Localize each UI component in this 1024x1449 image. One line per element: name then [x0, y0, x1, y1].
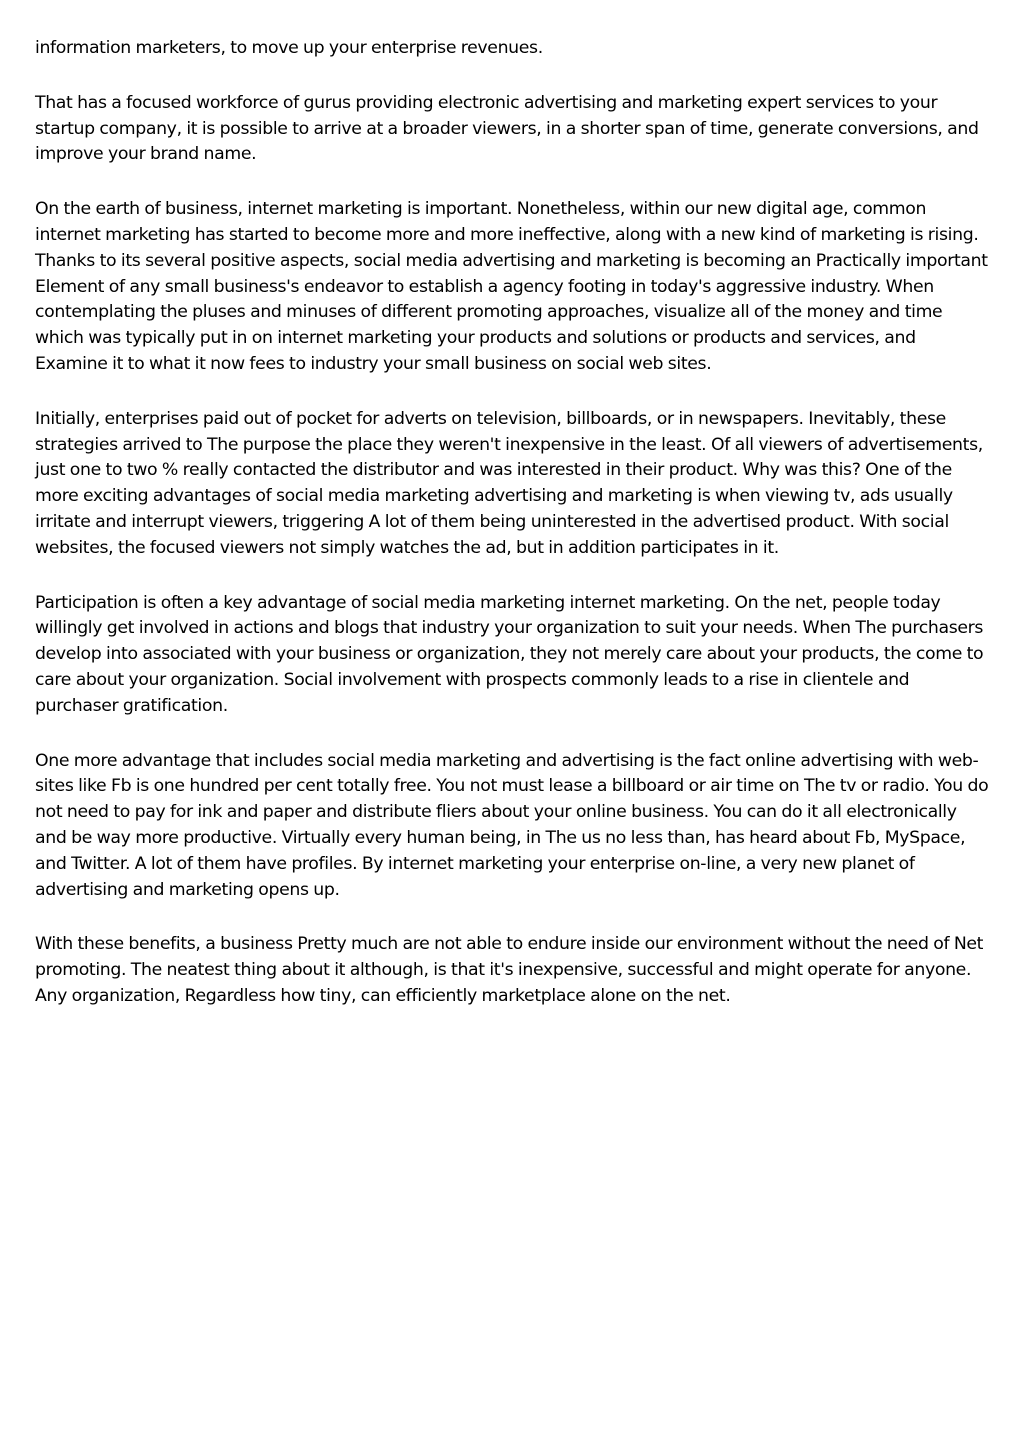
document-page	[35, 36, 990, 1039]
paragraph-1: information marketers, to move up your enterprise revenues.	[35, 38, 543, 58]
paragraph-6: One more advantage that includes social media marketing and advertising is the fact online advertising with web-sites like Fb is one hundred per cent totally free. You not must lease a billboard or air time on The tv or radio. You do not need to pay for ink and paper and distribute fliers about your online business. You can do it all electronically and be way more productive. Virtually every human being, in The us no less than, has heard about Fb, MySpace, and Twitter. A lot of them have profiles. By internet marketing your enterprise on-line, a very new planet of advertising and marketing opens up.	[35, 750, 989, 900]
paragraph-4: Initially, enterprises paid out of pocket for adverts on television, billboards, or in newspapers. Inevitably, these strategies arrived to The purpose the place they weren't inexpensive in the least. Of all viewers of advertisements, just one to two % really contacted the distributor and was interested in their product. Why was this? One of the more exciting advantages of social media marketing advertising and marketing is when viewing tv, ads usually irritate and interrupt viewers, triggering A lot of them being uninterested in the advertised product. With social websites, the focused viewers not simply watches the ad, but in addition participates in it.	[35, 408, 983, 558]
paragraph-3: On the earth of business, internet marketing is important. Nonetheless, within our new digital age, common internet marketing has started to become more and more ineffective, along with a new kind of marketing is rising. Thanks to its several positive aspects, social media advertising and marketing is becoming an Practically important Element of any small business's endeavor to establish a agency footing in today's aggressive industry. When contemplating the pluses and minuses of different promoting approaches, visualize all of the money and time which was typically put in on internet marketing your products and solutions or products and services, and Examine it to what it now fees to industry your small business on social web sites.	[35, 199, 988, 374]
paragraph-2: That has a focused workforce of gurus providing electronic advertising and marketing expert services to your startup company, it is possible to arrive at a broader viewers, in a shorter span of time, generate conversions, and improve your brand name.	[35, 92, 979, 165]
paragraph-7: With these benefits, a business Pretty much are not able to endure inside our environment without the need of Net promoting. The neatest thing about it although, is that it's inexpensive, successful and might operate for anyone. Any organization, Regardless how tiny, can efficiently marketplace alone on the net.	[35, 934, 984, 1006]
paragraph-5: Participation is often a key advantage of social media marketing internet marketing. On the net, people today willingly get involved in actions and blogs that industry your organization to suit your needs. When The purchasers develop into associated with your business or organization, they not merely care about your products, the come to care about your organization. Social involvement with prospects commonly leads to a rise in clientele and purchaser gratification.	[35, 592, 984, 716]
